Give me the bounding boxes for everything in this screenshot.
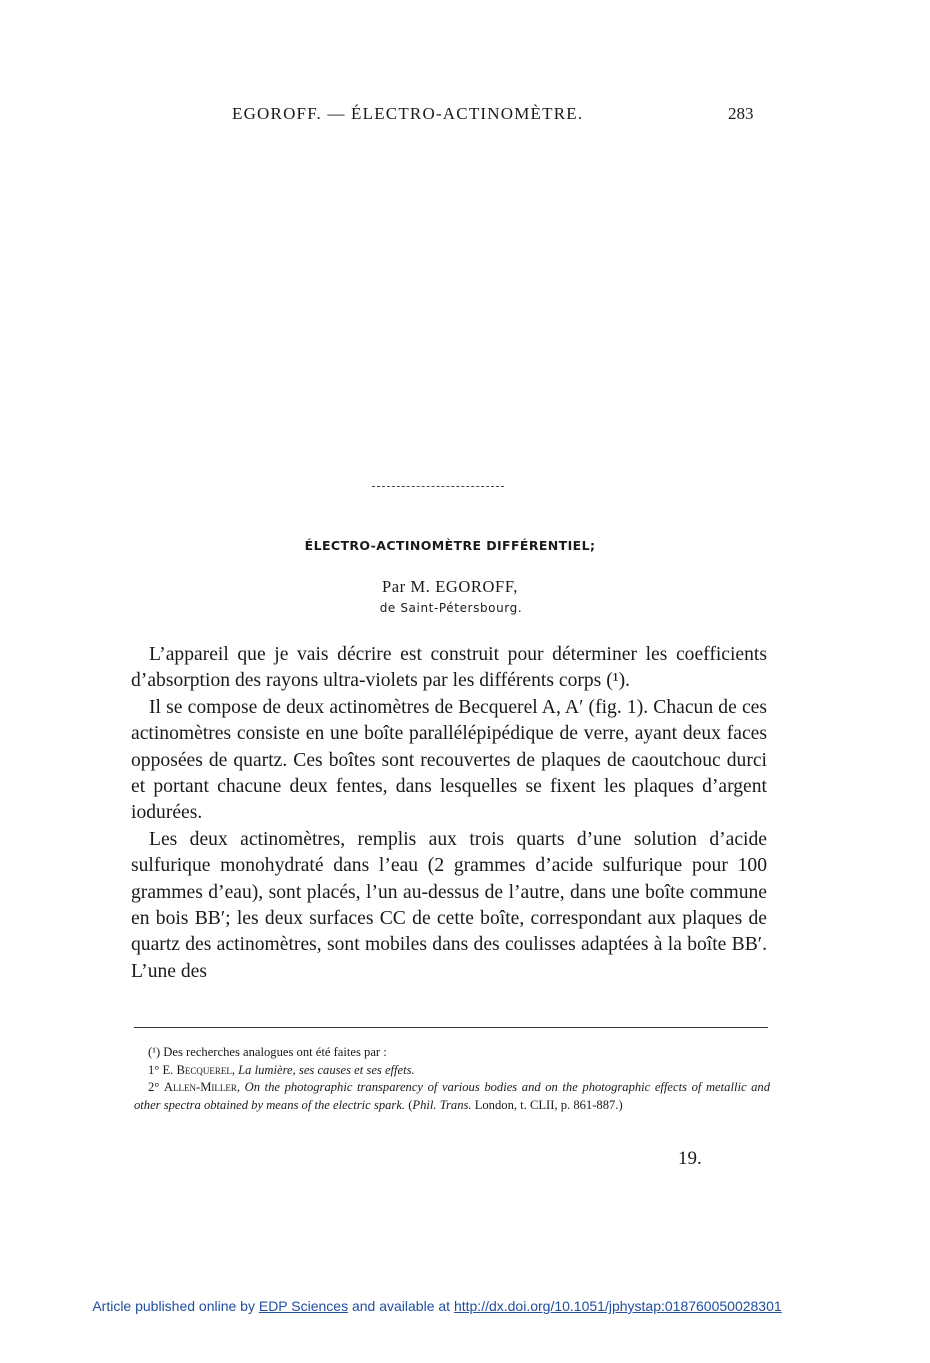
article-body <box>131 642 767 985</box>
article-title: ÉLECTRO-ACTINOMÈTRE DIFFÉRENTIEL; <box>304 538 596 553</box>
running-head <box>0 104 930 128</box>
section-separator <box>372 486 504 487</box>
body-paragraph: L’appareil que je vais décrire est construit pour déterminer les coefficients d’absorption des rayons ultra-violets par les différents corps (¹). <box>131 644 767 692</box>
footnote-author: E. Becquerel <box>162 1062 232 1077</box>
footnote-item <box>134 1062 770 1080</box>
signature-mark: 19. <box>678 1148 702 1169</box>
article-byline: Par M. EGOROFF, <box>381 577 519 596</box>
footnote-number: 1° <box>148 1062 163 1077</box>
footnote-separator: , <box>231 1062 239 1077</box>
footnote-number: 2° <box>148 1080 164 1095</box>
footnote-separator: , <box>236 1080 245 1095</box>
footnote-author: Allen-Miller <box>163 1080 237 1095</box>
footnote-work: On the photographic transparency of various bodies and on the photographic effects of metallic and other spectra obtained by means of the electric spark. <box>134 1080 771 1112</box>
page-number: 283 <box>728 104 754 123</box>
author-affiliation: de Saint-Pétersbourg. <box>379 601 523 615</box>
publisher-line <box>0 1298 874 1314</box>
footnote-journal: Phil. Trans. <box>412 1097 472 1112</box>
publisher-middle: and available at <box>348 1298 454 1314</box>
footnote-intro: (¹) Des recherches analogues ont été faites par : <box>148 1045 387 1059</box>
body-paragraph: Les deux actinomètres, remplis aux trois quarts d’une solution d’acide sulfurique monohydraté dans l’eau (2 grammes d’acide sulfurique pour 100 grammes d’eau), sont placés, l’un au-dessus de l’autre, dans une boîte commune en bois BB′; les deux surfaces CC de cette boîte, correspondant aux plaques de quartz des actinomètres, sont mobiles dans des coulisses adaptées à la boîte BB′. L’une des <box>131 828 767 982</box>
footnote-rule <box>134 1027 768 1028</box>
running-head-title: EGOROFF. — ÉLECTRO-ACTINOMÈTRE. <box>232 104 584 123</box>
publisher-prefix: Article published online by <box>92 1298 259 1314</box>
doi-link[interactable]: http://dx.doi.org/10.1051/jphystap:018760050028301 <box>453 1298 782 1314</box>
footnotes <box>134 1044 770 1114</box>
footnote-ref-detail: London, t. CLII, p. 861-887.) <box>471 1097 623 1112</box>
body-paragraph: Il se compose de deux actinomètres de Becquerel A, A′ (fig. 1). Chacun de ces actinomètres consiste en une boîte parallélépipédique de verre, ayant deux faces opposées de quartz. Ces boîtes sont recouvertes de plaques de caoutchouc durci et portant chacune deux fentes, dans lesquelles se fixent les plaques d’argent iodurées. <box>131 696 767 824</box>
footnote-work: La lumière, ses causes et ses effets. <box>238 1062 415 1077</box>
footnote-item <box>134 1079 770 1114</box>
footnote-ref-open: ( <box>405 1097 413 1112</box>
publisher-link[interactable]: EDP Sciences <box>258 1298 349 1314</box>
